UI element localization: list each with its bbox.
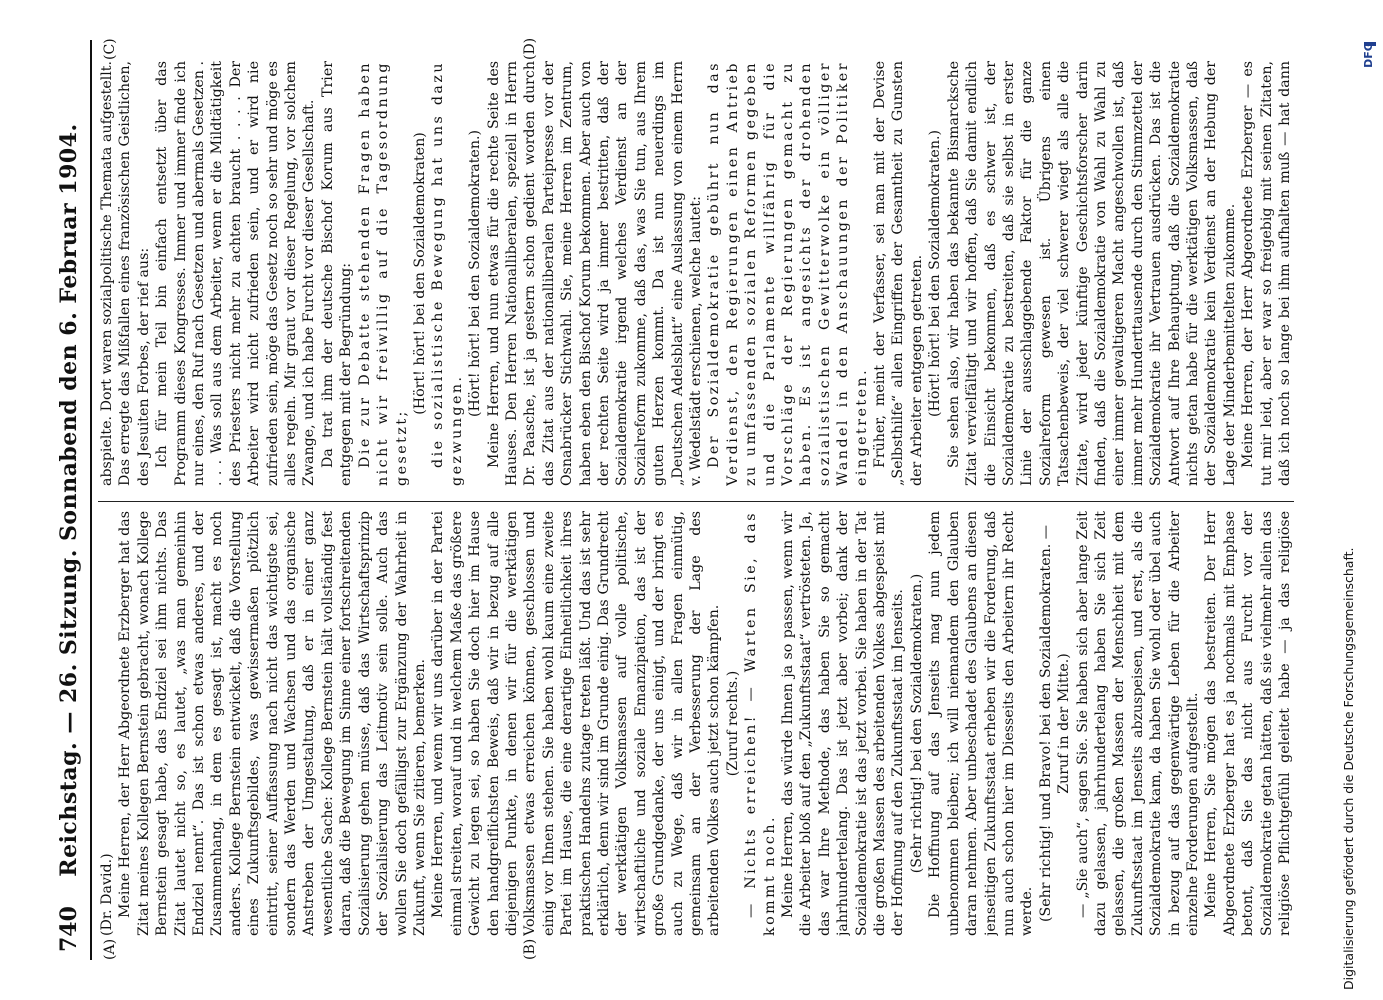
digitization-credit: Digitalisierung gefördert durch die Deutsche Forschungsgemeinschaft.: [1341, 547, 1356, 990]
interjection: (Hört! hört! bei den Sozialdemokraten.): [467, 129, 484, 418]
quotation: Ich für mein Teil bin einfach entsetzt über das Programm dieses Kongresses. Immer und immer finde ich nur eines, den Ruf nach Gesetzen und abermals Gesetzen . . . . Was soll aus dem Arbeiter, wenn er die Mildtätigkeit des Priesters nicht mehr zu achten braucht . . . . Der Arbeiter wird nicht zufrieden sein, und er wird nie zufrieden sein, möge das Gesetz noch so sehr und möge es alles regeln. Mir graut vor dieser Regelung, vor solchem Zwange, und ich habe Furcht vor dieser Gesellschaft.: [154, 61, 318, 486]
page-number: 740: [56, 906, 82, 952]
margin-marker-d: (D): [522, 37, 538, 60]
dfg-logo-icon: [1362, 40, 1378, 70]
interjection: (Hört! hört! bei den Sozialdemokraten): [411, 132, 428, 415]
quotation: die sozialistische Bewegung hat uns dazu gezwungen.: [430, 61, 465, 486]
paragraph: Meine Herren, und nun etwas für die rechte Seite des Hauses. Den Herren Nationalliberalen, speziell in Herrn Dr. Paasche, ist ja gestern schon gedient worden durch das Zitat aus der nationalliberalen Parteipresse vor der Osnabrücker Stichwahl. Sie, meine Herren im Zentrum, haben eben den Bischof Korum bekommen. Aber auch von der rechten Seite wird ja immer bestritten, daß der Sozialdemokratie irgend welches Verdienst an der Sozialreform zukomme, daß das, was Sie tun, aus Ihrem guten Herzen kommt. Da ist nun neuerdings im „Deutschen Adelsblatt“ eine Auslassung von einem Herrn v. Wedelstädt erschienen, welche lautet:: [485, 61, 704, 486]
paragraph: — „Sie auch“, sagen Sie. Sie haben sich aber lange Zeit dazu gelassen, jahrhundertelang haben Sie sich Zeit gelassen, die großen Massen der Menschheit mit dem Zukunftsstaat im Jenseits abzuspeisen, und erst, als die Sozialdemokratie kam, da haben Sie wohl oder übel auch in bezug auf das gegenwärtige Leben für die Arbeiter einzelne Forderungen aufgestellt.: [1074, 511, 1201, 936]
paragraph: Früher, meint der Verfasser, sei man mit der Devise „Selbsthilfe“ allen Eingriffen der Gesamtheit zu Gunsten der Arbeiter entgegen getreten.: [872, 61, 925, 486]
running-title: Reichstag. — 26. Sitzung. Sonnabend den 6. Februar 1904.: [56, 123, 82, 877]
interjection: (Hört! hört! bei den Sozialdemokraten.): [927, 129, 944, 418]
quotation: Der Sozialdemokratie gebührt nun das Verdienst, den Regierungen einen Antrieb zu umfassenden sozialen Reformen gegeben und die Parlamente willfährig für die Vorschläge der Regierungen gemacht zu haben. Es ist angesichts der drohenden sozialistischen Gewitterwolke ein völliger Wandel in den Anschauungen der Politiker eingetreten.: [706, 61, 870, 486]
document-page: [52, 37, 1302, 960]
paragraph: Meine Herren, Sie mögen das bestreiten. Der Herr Abgeordnete Erzberger hat es ja nochmals mit Emphase betont, daß Sie das nicht aus Furcht vor der Sozialdemokratie getan hätten, daß sie vielmehr allein das religiöse Pflichtgefühl geleitet habe — ja das religiöse: [1203, 511, 1293, 936]
paragraph: Die Hoffnung auf das Jenseits mag nun jedem unbenommen bleiben; ich will niemandem den Glauben daran nehmen. Aber unbeschadet des Glaubens an diesen jenseitigen Zukunftsstaat erheben wir die Forderung, daß nun auch schon hier im Diesseits den Arbeitern ihr Recht werde.: [927, 511, 1036, 936]
paragraph: Sie sehen also, wir haben das bekannte Bismarcksche Zitat vervielfältigt und wir hoffen, daß Sie damit endlich die Einsicht bekommen, daß es schwer ist, der Sozialdemokratie zu bestreiten, daß sie selbst in erster Linie der ausschlaggebende Faktor für die ganze Sozialreform gewesen ist. Übrigens einen Tatsachenbeweis, der viel schwerer wiegt als alle die Zitate, wird jeder künftige Geschichtsforscher darin finden, daß die Sozialdemokratie von Wahl zu Wahl zu einer immer gewaltigeren Macht angeschwollen ist, daß immer mehr Hunderttausende durch den Stimmzettel der Sozialdemokratie ihr Vertrauen ausdrücken. Das ist die Antwort auf Ihre Behauptung, daß die Sozialdemokratie nichts getan habe für die werktätigen Volksmassen, daß der Sozialdemokratie kein Verdienst an der Hebung der Lage der Minderbemittelten zukomme.: [945, 61, 1238, 486]
left-column: [98, 511, 1294, 936]
interjection: (Sehr richtig! bei den Sozialdemokraten.): [908, 573, 925, 874]
paragraph: — Nichts erreichen! — Warten Sie, das kommt noch.: [743, 511, 778, 936]
margin-marker-c: (C): [102, 38, 118, 60]
page-header: [52, 40, 86, 960]
right-column: [98, 61, 1294, 486]
interjection: (Sehr richtig! und Bravo! bei den Sozialdemokraten. — Zuruf in der Mitte.): [1037, 525, 1073, 922]
column-divider: [98, 501, 1294, 502]
quotation: Die zur Debatte stehenden Fragen haben nicht wir freiwillig auf die Tagesordnung gesetzt;: [356, 61, 410, 486]
paragraph: Meine Herren, das würde Ihnen ja so passen, wenn wir die Arbeiter bloß auf den „Zukunftsstaat“ vertrösteten. Ja, das war Ihre Methode, das haben Sie so gemacht jahrhundertelang. Das ist jetzt aber vorbei; dank der Sozialdemokratie ist das jetzt vorbei. Sie haben in der Tat die großen Massen des arbeitenden Volkes abgespeist mit der Hoffnung auf den Zukunftsstaat im Jenseits.: [780, 511, 907, 936]
paragraph: abspielte. Dort waren sozialpolitische Themata aufgestellt. Das erregte das Mißfallen eines französischen Geistlichen, des Jesuiten Forbes, der rief aus:: [99, 61, 152, 486]
margin-marker-b: (B): [522, 938, 538, 960]
dfg-logo-text: DFG: [1362, 42, 1375, 68]
interjection: (Zuruf rechts.): [724, 670, 741, 777]
paragraph: Da trat ihm der deutsche Bischof Korum aus Trier entgegen mit der Begründung:: [319, 61, 355, 486]
speaker-label: (Dr. David.): [99, 853, 115, 936]
paragraph: Meine Herren, der Herr Abgeordnete Erzberger — es tut mir leid, aber er war so freigebig mit seinen Zitaten, daß ich noch so lange bei ihm aufhalten muß — hat dann: [1240, 61, 1293, 486]
header-rule: [90, 40, 92, 960]
margin-marker-a: (A): [102, 938, 118, 960]
paragraph: Meine Herren, der Herr Abgeordnete Erzberger hat das Zitat meines Kollegen Bernstein gebracht, wonach Kollege Bernstein gesagt habe, das Endziel sei ihm nichts. Das Zitat lautet nicht so, es lautet, „was man gemeinhin Endziel nennt“. Das ist schon etwas anderes, und der Zusammenhang, in dem es gesagt ist, macht es noch anders. Kollege Bernstein entwickelt, daß die Vorstellung eines Zukunftsgebildes, was gewissermaßen plötzlich eintritt, seiner Auffassung nach nicht das wichtigste sei, sondern das Werden und Wachsen und das organische Anstreben der Umgestaltung, daß er in einer ganz wesentliche Sache: Kollege Bernstein hält vollständig fest daran, daß die Bewegung im Sinne einer fortschreitenden Sozialisierung gehen müsse, daß das Wirtschaftsprinzip der Sozialisierung das Leitmotiv sein solle. Auch das wollen Sie doch gefälligst zur Ergänzung der Wahrheit in Zukunft, wenn Sie zitieren, bemerken.: [117, 511, 428, 936]
paragraph: Meine Herren, und wenn wir uns darüber in der Partei einmal streiten, worauf und in welchem Maße das größere Gewicht zu legen sei, so haben Sie doch hier im Hause den handgreiflichsten Beweis, daß wir in bezug auf alle diejenigen Punkte, in denen wir für die werktätigen Volksmassen etwas erreichen können, geschlossen und einig vor Ihnen stehen. Sie haben wohl kaum eine zweite Partei im Hause, die eine derartige Einheitlichkeit ihres praktischen Handelns zutage treten läßt. Und das ist sehr erklärlich, denn wir sind im Grunde einig. Das Grundrecht der werktätigen Volksmassen auf volle politische, wirtschaftliche und soziale Emanzipation, das ist der große Grundgedanke, der uns einigt, und der bringt es auch zu Wege, daß wir in allen Fragen einmütig, gemeinsam an der Verbesserung der Lage des arbeitenden Volkes auch jetzt schon kämpfen.: [430, 511, 723, 936]
